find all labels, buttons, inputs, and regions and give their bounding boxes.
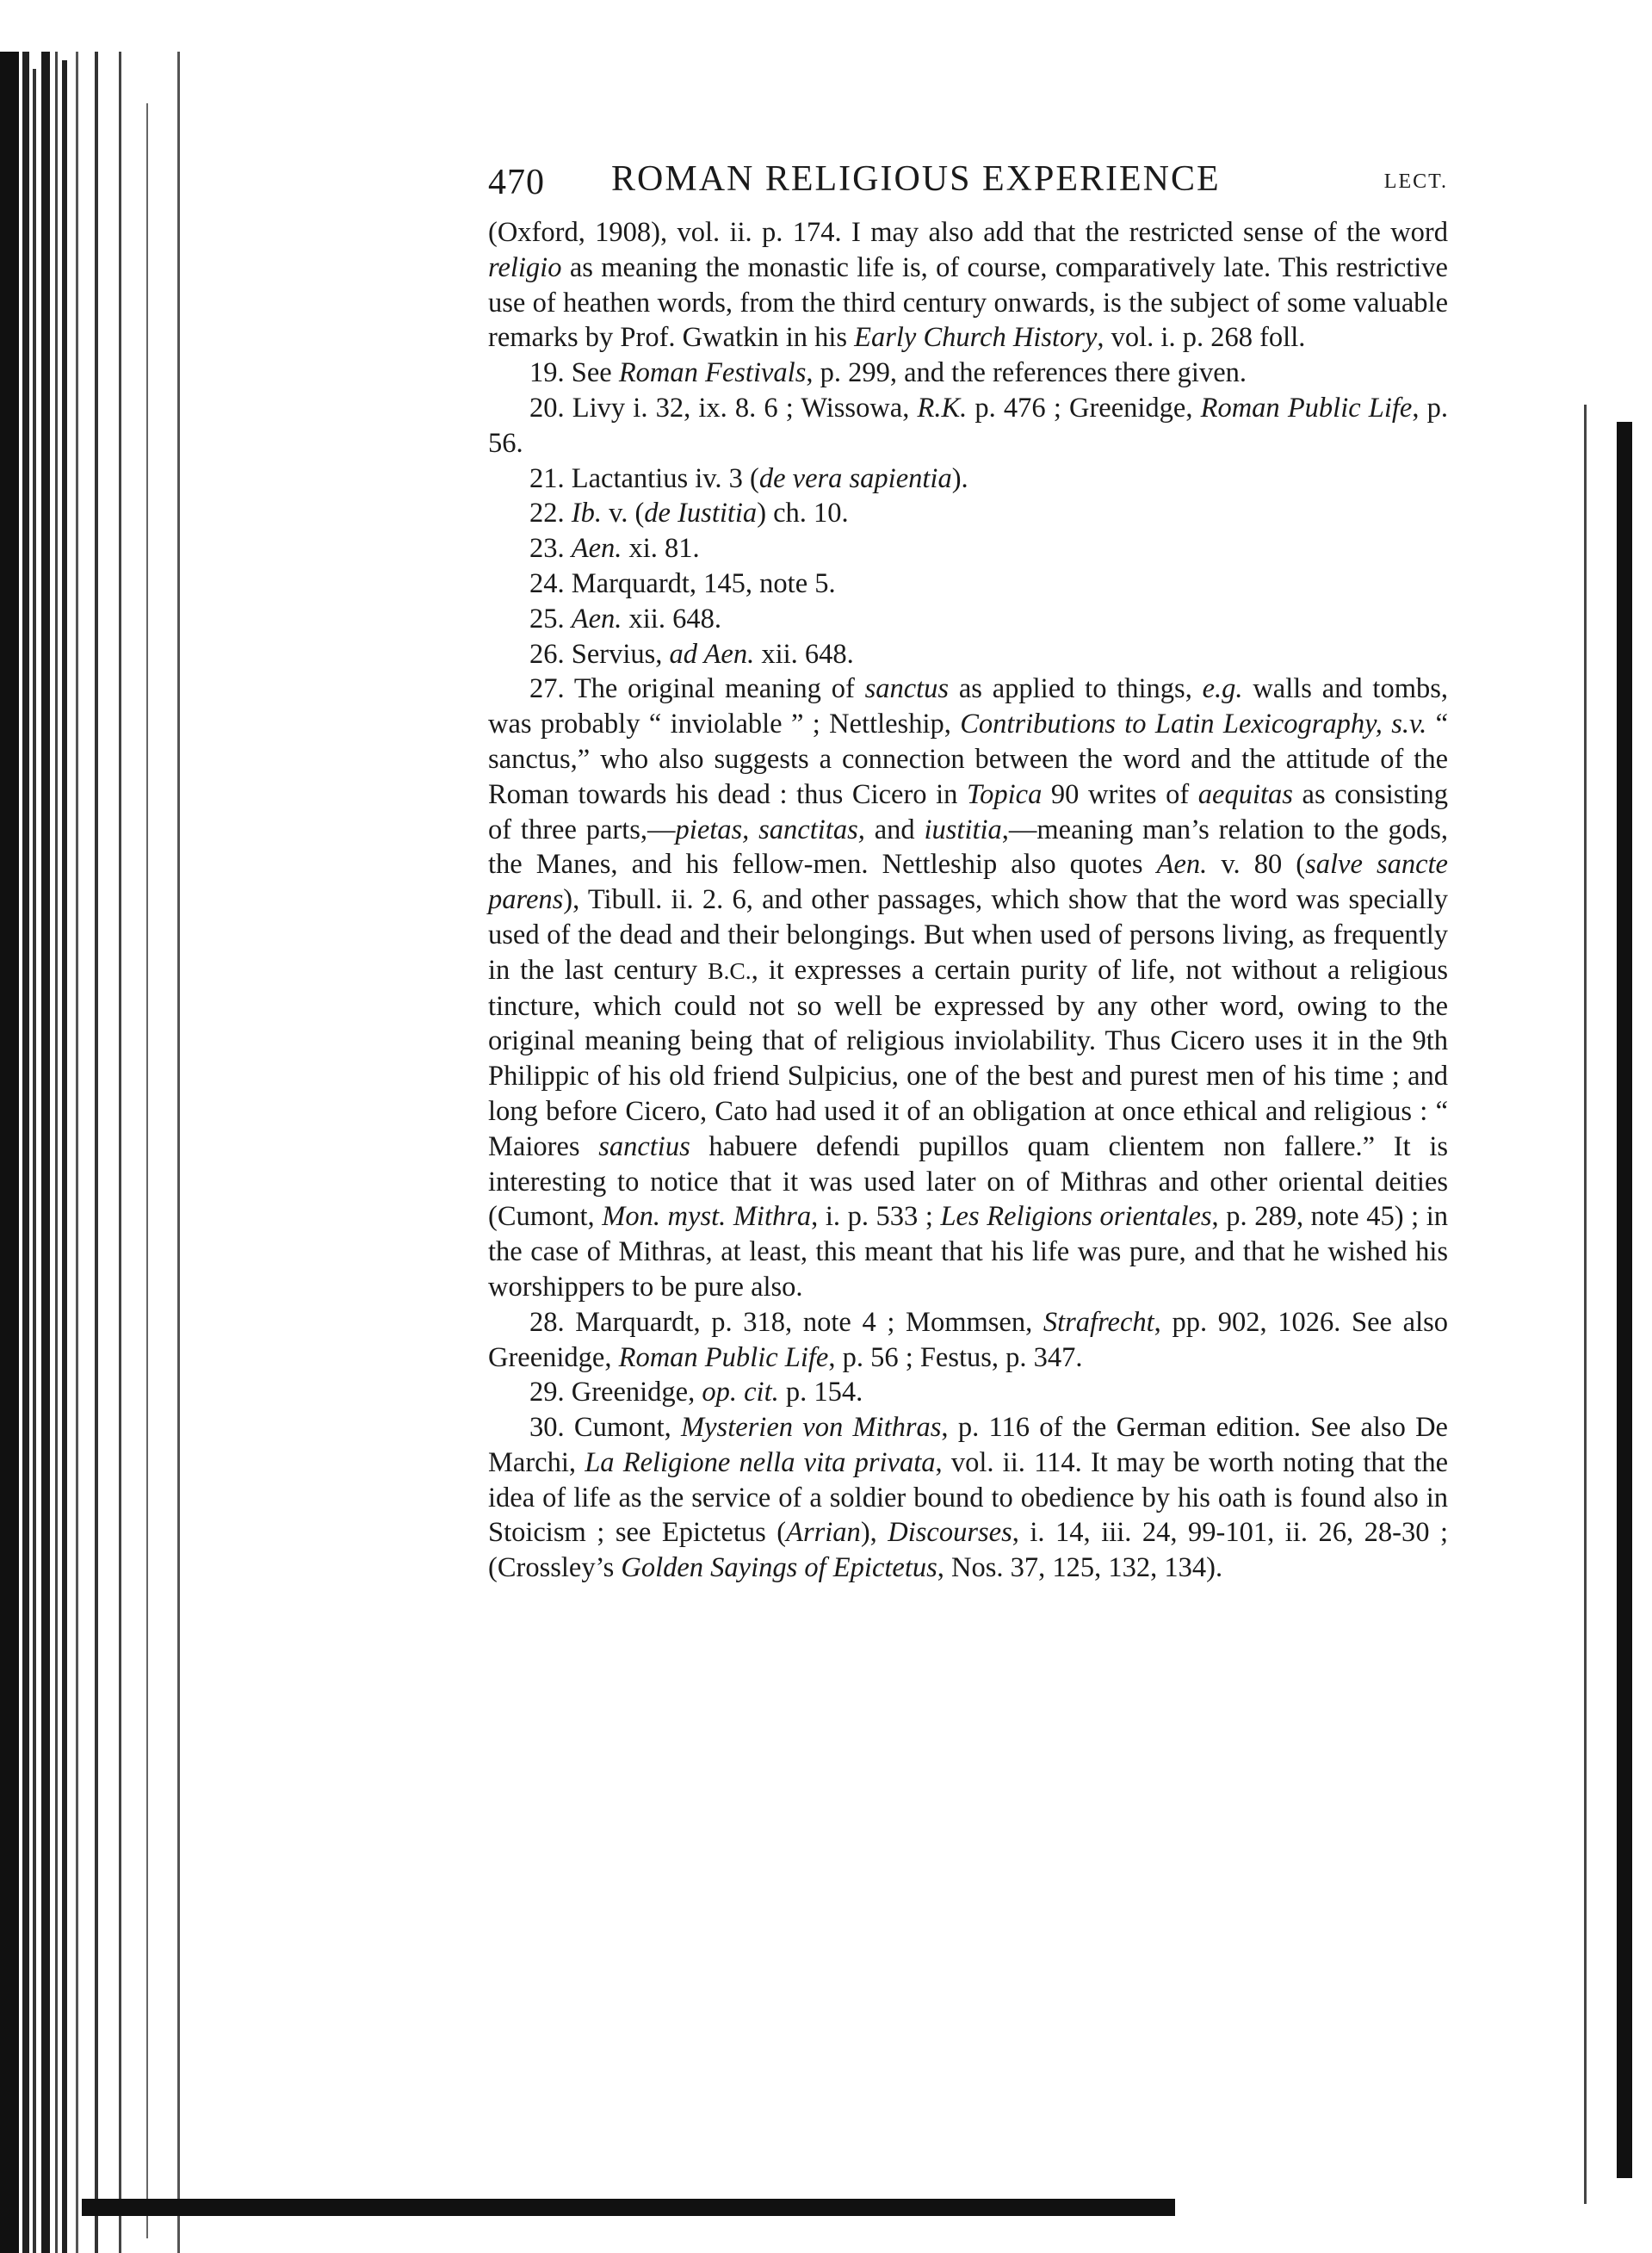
note-23: 23. Aen. xi. 81. [529, 533, 700, 565]
running-head [488, 153, 1448, 205]
page-edge-scan-artifact [82, 2197, 1175, 2218]
page-edge-scan-artifact [1582, 405, 1636, 2204]
note-30: 30. Cumont, Mysterien von Mithras, p. 116 of the German edition. See also De Marchi, La Religione nella vita privata, vol. ii. 114. It may be worth noting that the idea of life as the service of a soldier bound to obedience by his oath is found also in Stoicism ; see Epictetus (Arrian), Discourses, i. 14, iii. 24, 99-101, ii. 26, 28-30 ; (Crossley’s Golden Sayings of Epictetus, Nos. 37, 125, 132, 134). [488, 1412, 1448, 1584]
note-25: 25. Aen. xii. 648. [529, 603, 721, 634]
note-29: 29. Greenidge, op. cit. p. 154. [529, 1377, 863, 1408]
running-title: ROMAN RELIGIOUS EXPERIENCE [611, 159, 1221, 199]
notes-body [488, 215, 1448, 1586]
page-number: 470 [488, 163, 545, 202]
note-22: 22. Ib. v. (de Iustitia) ch. 10. [529, 498, 849, 529]
note-27: 27. The original meaning of sanctus as applied to things, e.g. walls and tombs, was probably “ inviolable ” ; Nettleship, Contributions to Latin Lexicography, s.v. “ sanctus,” who also suggests a connection between the word and the attitude of the Roman towards his dead : thus Cicero in Topica 90 writes of aequitas as consisting of three parts,—pietas, sanctitas, and iustitia,—meaning man’s relation to the gods, the Manes, and his fellow-men. Nettleship also quotes Aen. v. 80 (salve sancte parens), Tibull. ii. 2. 6, and other passages, which show that the word was specially used of the dead and their belongings. But when used of persons living, as frequently in the last century B.C., it expresses a certain purity of life, not without a religious tincture, which could not so well be expressed by any other word, owing to the original meaning being that of religious inviolability. Thus Cicero uses it in the 9th Philippic of his old friend Sulpicius, one of the best and purest men of his time ; and long before Cicero, Cato had used it of an obligation at once ethical and religious : “ Maiores sanctius habuere defendi pupillos quam clientem non fallere.” It is interesting to notice that it was used later on of Mithras and other oriental deities (Cumont, Mon. myst. Mithra, i. p. 533 ; Les Religions orientales, p. 289, note 45) ; in the case of Mithras, at least, this meant that his life was pure, and that he wished his worshippers to be pure also. [488, 673, 1449, 1303]
lecture-mark: LECT. [1383, 170, 1448, 193]
note-24: 24. Marquardt, 145, note 5. [529, 567, 836, 599]
note-continuation: (Oxford, 1908), vol. ii. p. 174. I may also add that the restricted sense of the word religio as meaning the monastic life is, of course, comparatively late. This restrictive use of heathen words, from the third century onwards, is the subject of some valuable remarks by Prof. Gwatkin in his Early Church History, vol. i. p. 268 foll. [488, 217, 1448, 354]
note-21: 21. Lactantius iv. 3 (de vera sapientia). [529, 462, 968, 494]
page-edge-scan-artifact [0, 52, 185, 2253]
book-page [488, 153, 1448, 1586]
note-26: 26. Servius, ad Aen. xii. 648. [529, 638, 854, 670]
note-20: 20. Livy i. 32, ix. 8. 6 ; Wissowa, R.K. p. 476 ; Greenidge, Roman Public Life, p. 56. [488, 392, 1448, 459]
note-28: 28. Marquardt, p. 318, note 4 ; Mommsen, Strafrecht, pp. 902, 1026. See also Greenidge, Roman Public Life, p. 56 ; Festus, p. 347. [488, 1306, 1449, 1373]
note-19: 19. See Roman Festivals, p. 299, and the references there given. [529, 357, 1247, 389]
